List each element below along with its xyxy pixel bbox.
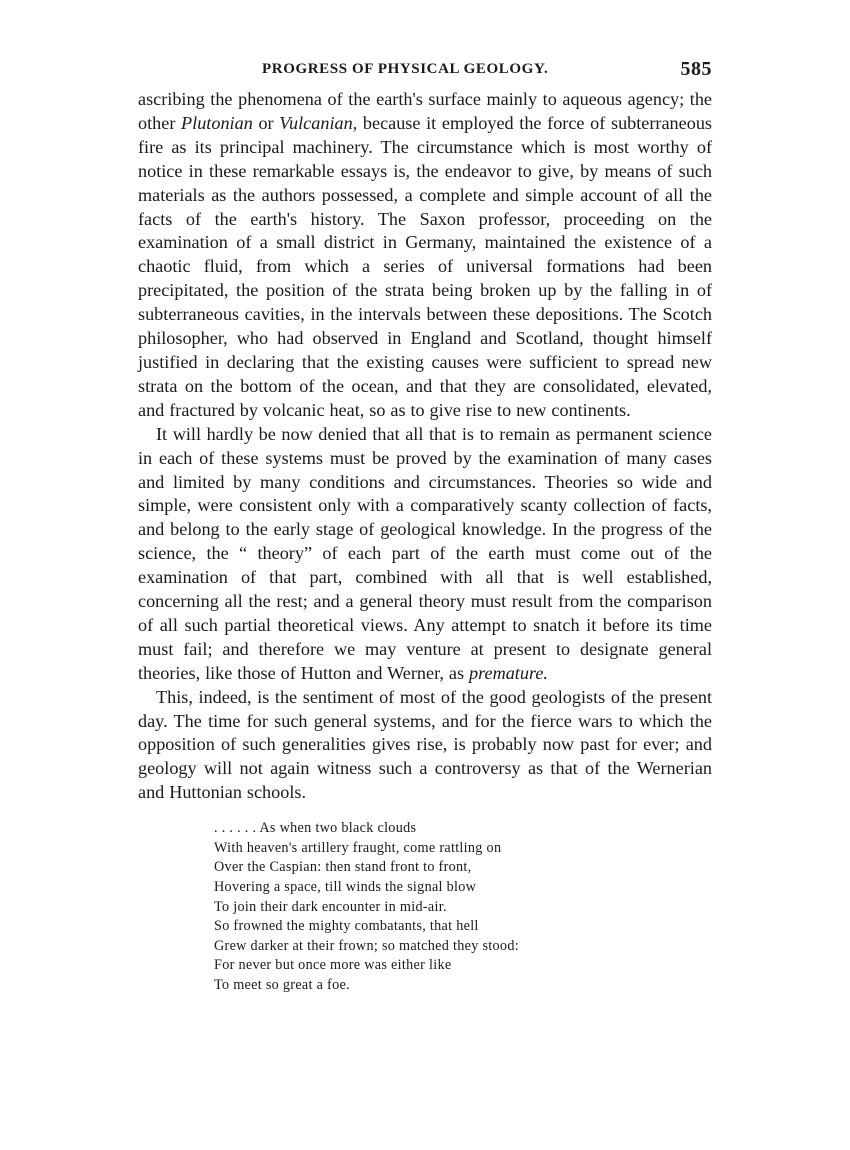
paragraph-3	[138, 686, 712, 806]
verse-line: For never but once more was either like	[214, 957, 452, 974]
paragraph-text: because it employed the force of subterraneous fire as its principal machinery. The circumstance which is most worthy of notice in these remarkable essays is, the endeavor to give, by means of such materials as the authors possessed, a complete and simple account of all the facts of the earth's history. The Saxon professor, proceeding on the examination of a small district in Germany, maintained the existence of a chaotic fluid, from which a series of universal formations had been precipitated, the position of the strata being broken up by the falling in of subterraneous cavities, in the intervals between these depositions. The Scotch philosopher, who had observed in England and Scotland, thought himself justified in declaring that the existing causes were sufficient to spread new strata on the bottom of the ocean, and that they are consolidated, elevated, and fractured by volcanic heat, so as to give rise to new continents.	[138, 112, 712, 420]
verse-line: . . . . . . As when two black clouds	[214, 820, 417, 837]
verse-quotation	[214, 819, 712, 995]
page-header	[138, 58, 712, 88]
italic-term: Vulcanian,	[279, 112, 358, 133]
italic-term: Plutonian	[181, 112, 253, 133]
paragraph-text: This, indeed, is the sentiment of most of the good geologists of the present day. The time for such general systems, and for the fierce wars to which the opposition of such generalities gives rise, is probably now past for ever; and geology will not again witness such a controversy as that of the Wernerian and Huttonian schools.	[138, 686, 712, 803]
verse-line: To meet so great a foe.	[214, 976, 350, 993]
paragraph-1	[138, 88, 712, 423]
paragraph-text: ascribing the phenomena of the earth's surface mainly to aqueous agency; the other	[138, 89, 712, 133]
verse-line: To join their dark encounter in mid-air.	[214, 898, 447, 915]
verse-line: Over the Caspian: then stand front to front,	[214, 859, 472, 876]
page-number: 585	[680, 58, 712, 80]
verse-line: Grew darker at their frown; so matched they stood:	[214, 937, 519, 954]
running-title: PROGRESS OF PHYSICAL GEOLOGY.	[262, 61, 549, 77]
paragraph-text: It will hardly be now denied that all that is to remain as permanent science in each of these systems must be proved by the examination of many cases and limited by many conditions and circumstances. Theories so wide and simple, were consistent only with a comparatively scanty collection of facts, and belong to the early stage of geological knowledge. In the progress of the science, the “ theory” of each part of the earth must come out of the examination of that part, combined with all that is well established, concerning all the rest; and a general theory must result from the comparison of all such partial theoretical views. Any attempt to snatch it before its time must fail; and therefore we may venture at present to designate general theories, like those of Hutton and Werner, as	[138, 423, 712, 683]
paragraph-text: or	[252, 112, 280, 133]
verse-line: With heaven's artillery fraught, come rattling on	[214, 839, 502, 856]
verse-line: So frowned the mighty combatants, that hell	[214, 918, 479, 935]
book-page	[138, 58, 712, 996]
italic-term: premature.	[469, 662, 548, 683]
verse-line: Hovering a space, till winds the signal blow	[214, 878, 477, 895]
paragraph-2	[138, 423, 712, 686]
